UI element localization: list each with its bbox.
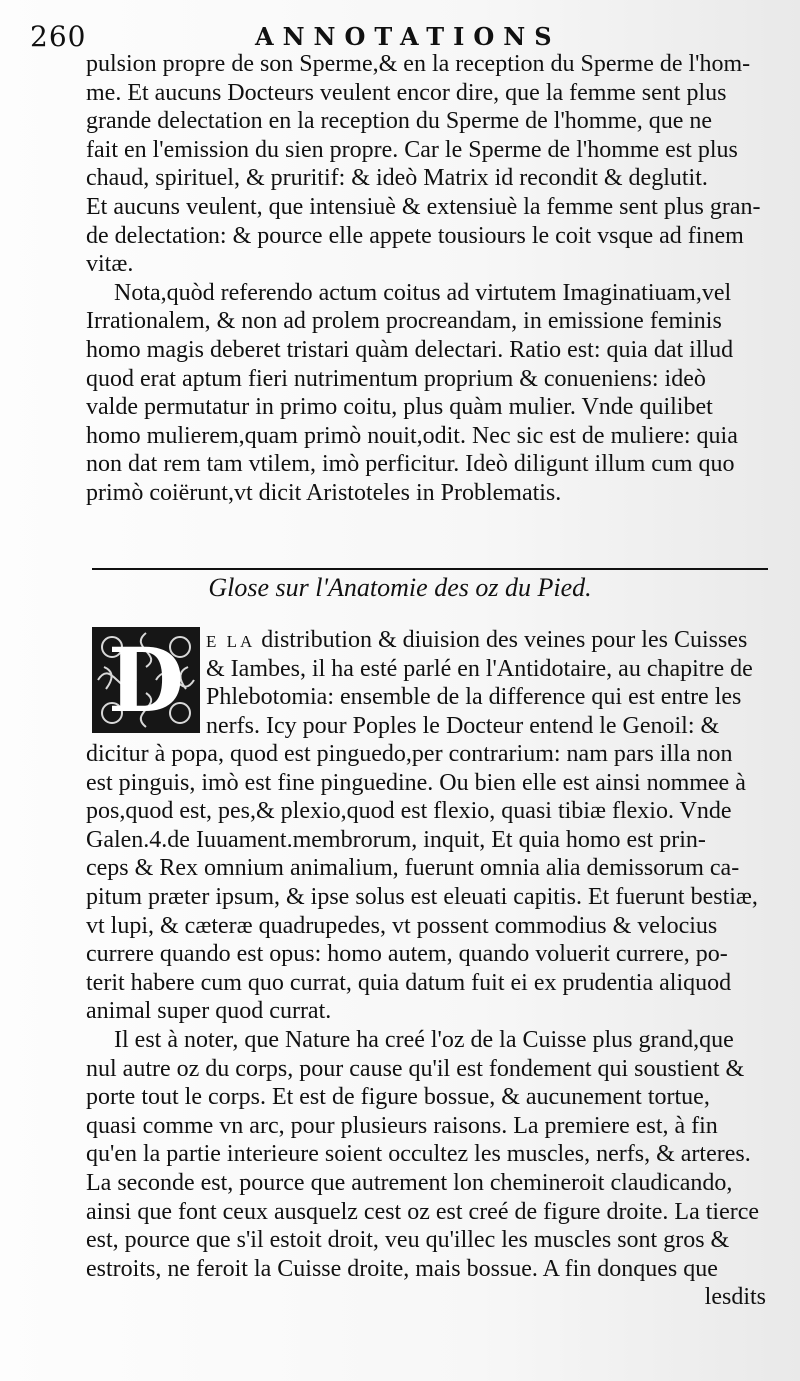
decorated-initial [92, 627, 200, 733]
text-line: dicitur à popa, quod est pinguedo,per contrarium: nam pars illa non [86, 741, 733, 767]
text-line: Galen.4.de Iuuament.membrorum, inquit, Et quia homo est prin- [86, 826, 706, 853]
text-line: valde permutatur in primo coitu, plus quàm mulier. Vnde quilibet [86, 394, 713, 421]
text-line [206, 626, 770, 655]
text-line: Irrationalem, & non ad prolem procreandam, in emissione feminis [86, 308, 722, 335]
text-line: de delectation: & pource elle appete tousiours le coit vsque ad finem [86, 222, 744, 249]
running-head: ANNOTATIONS [255, 22, 561, 51]
section-1-text [86, 50, 766, 508]
text-line: pulsion propre de son Sperme,& en la reception du Sperme de l'hom- [86, 51, 751, 77]
text-line: est, pource que s'il estoit droit, veu qu'illec les muscles sont gros & [86, 1227, 730, 1254]
text-line: Il est à noter, que Nature ha creé l'oz de la Cuisse plus grand,que [114, 1026, 734, 1053]
text-line: pitum præter ipsum, & ipse solus est eleuati capitis. Et fuerunt bestiæ, [86, 883, 758, 910]
page-number: 260 [30, 20, 87, 53]
text-line: primò coiërunt,vt dicit Aristoteles in Problematis. [86, 479, 562, 506]
text-line: vt lupi, & cæteræ quadrupedes, vt possent commodius & velocius [86, 912, 718, 939]
section-divider-rule [92, 568, 768, 570]
text-line: ainsi que font ceux ausquelz cest oz est creé de figure droite. La tierce [86, 1198, 760, 1225]
text-line: currere quando est opus: homo autem, quando voluerit currere, po- [86, 941, 728, 968]
text-line: non dat rem tam vtilem, imò perficitur. Ideò diligunt illum cum quo [86, 451, 735, 478]
text-line: Et aucuns veulent, que intensiuè & extensiuè la femme sent plus gran- [86, 193, 761, 220]
text-line: estroits, ne feroit la Cuisse droite, mais bossue. A fin donques que [86, 1255, 718, 1282]
text-line: est pinguis, imò est fine pinguedine. Ou bien elle est ainsi nommee à [86, 769, 746, 796]
text-line: nul autre oz du corps, pour cause qu'il est fondement qui soustient & [86, 1055, 745, 1082]
text-line: fait en l'emission du sien propre. Car le Sperme de l'homme est plus [86, 136, 738, 163]
section-2-text [86, 740, 766, 1312]
text-line: grande delectation en la reception du Sperme de l'homme, que ne [86, 108, 713, 135]
text-line-rest: distribution & diuision des veines pour les Cuisses [255, 627, 748, 653]
text-line: chaud, spirituel, & pruritif: & ideò Matrix id recondit & deglutit. [86, 165, 708, 192]
text-line: quasi comme vn arc, pour plusieurs raisons. La premiere est, à fin [86, 1112, 718, 1139]
text-line: homo mulierem,quam primò nouit,odit. Nec sic est de muliere: quia [86, 422, 738, 449]
text-line: quod erat aptum fieri nutrimentum proprium & conueniens: ideò [86, 365, 706, 392]
text-line: Phlebotomia: ensemble de la difference qui est entre les [206, 684, 742, 711]
text-line: animal super quod currat. [86, 998, 332, 1025]
catchword: lesdits [704, 1284, 766, 1311]
text-line: vitæ. [86, 251, 134, 278]
opening-words: E LA [206, 632, 256, 651]
text-line: pos,quod est, pes,& plexio,quod est flexio, quasi tibiæ flexio. Vnde [86, 798, 732, 825]
text-line: & Iambes, il ha esté parlé en l'Antidotaire, au chapitre de [206, 655, 753, 682]
text-line: porte tout le corps. Et est de figure bossue, & aucunement tortue, [86, 1084, 710, 1111]
text-line: qu'en la partie interieure soient occultez les muscles, nerfs, & arteres. [86, 1141, 751, 1168]
dropcap-side-text [206, 626, 770, 740]
text-line: ceps & Rex omnium animalium, fuerunt omnia alia demissorum ca- [86, 855, 740, 882]
text-line: me. Et aucuns Docteurs veulent encor dire, que la femme sent plus [86, 79, 727, 106]
dropcap-letter: D [107, 628, 185, 732]
text-line: Nota,quòd referendo actum coitus ad virtutem Imaginatiuam,vel [114, 279, 732, 306]
section-title: Glose sur l'Anatomie des oz du Pied. [208, 573, 592, 602]
text-line: La seconde est, pource que autrement lon chemineroit claudicando, [86, 1169, 733, 1196]
text-line: homo magis deberet tristari quàm delectari. Ratio est: quia dat illud [86, 336, 734, 363]
text-line: terit habere cum quo currat, quia datum fuit ei ex prudentia aliquod [86, 969, 732, 996]
text-line: nerfs. Icy pour Poples le Docteur entend le Genoil: & [206, 712, 720, 739]
